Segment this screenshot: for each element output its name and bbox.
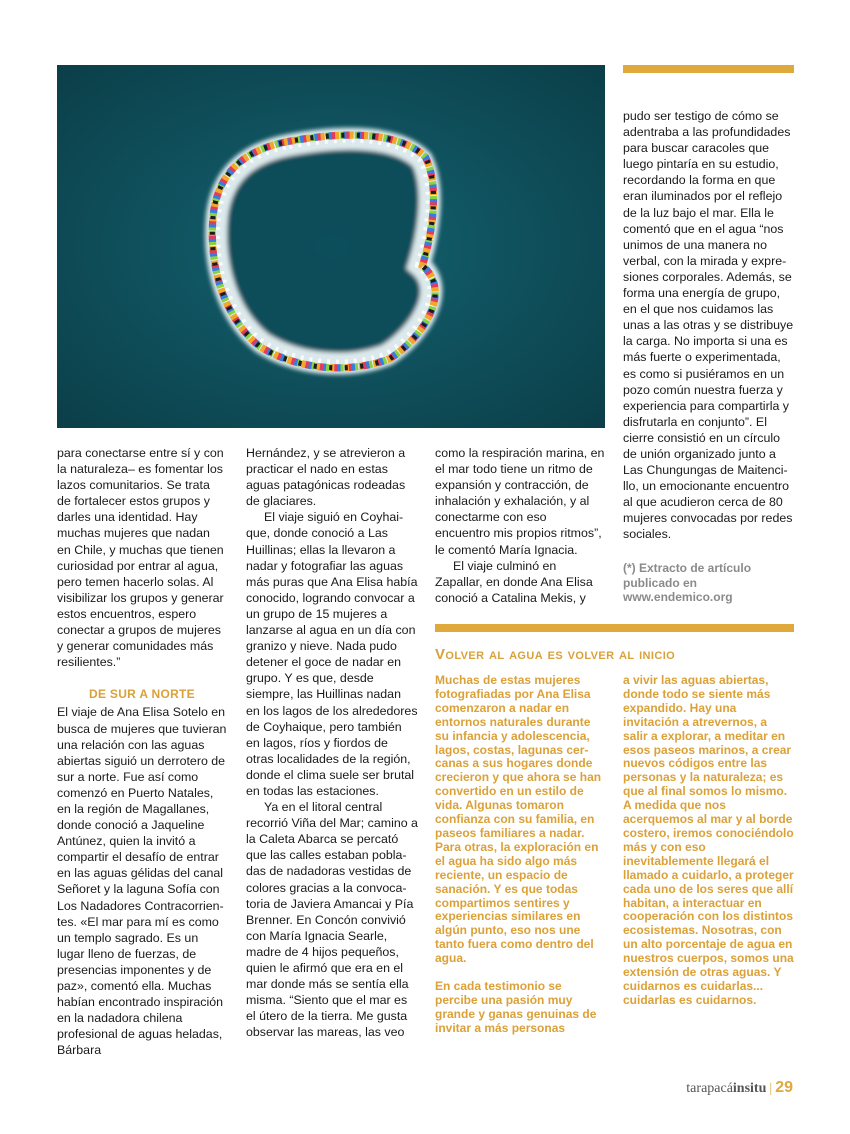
photo-illustration bbox=[57, 65, 605, 428]
subhead-de-sur-a-norte: DE SUR A NORTE bbox=[89, 687, 195, 702]
section-accent-bar bbox=[435, 624, 794, 632]
column-3 bbox=[435, 445, 605, 606]
section-title: Volver al agua es volver al inicio bbox=[435, 646, 676, 663]
col1-paragraph-1: para conectarse entre sí y con la naturaleza– es fomentar los lazos comunitarios. Se trata de fortalecer estos grupos y darles una identidad. Hay muchas mujeres que nadan en Chile, y muchas que tienen curiosidad por entrar al agua, pero temen hacerlo solas. Al visibilizar los grupos y generar estos encuentros, espero conectar a grupos de mujeres y generar comunidades más resilientes.” bbox=[57, 446, 224, 670]
page-footer bbox=[686, 1079, 793, 1097]
brand-name-part-1: tarapacá bbox=[686, 1081, 733, 1096]
col2-paragraph-1: Hernández, y se atrevieron a practicar el nado en estas aguas patagónicas rodeadas de glaciares. bbox=[246, 446, 406, 509]
column-4 bbox=[623, 108, 794, 543]
col3-paragraph-1: como la respiración marina, en el mar todo tiene un ritmo de expansión y contracción, de inhalación y exhalación, y al conectarme con eso encuentro mis propios ritmos”, le comentó María Ignacia. bbox=[435, 446, 605, 557]
source-note: (*) Extracto de artículo publicado en www.endemico.org bbox=[623, 561, 752, 604]
section-column-right bbox=[623, 674, 795, 1008]
section-left-paragraph-2: En cada testimonio se percibe una pasión muy grande y ganas genuinas de invitar a más personas bbox=[435, 979, 597, 1035]
col2-paragraph-2: El viaje siguió en Coyhaique, donde conoció a Las Huillinas; ellas la llevaron a nadar y fotografiar las aguas más puras que Ana Elisa había conocido, logrando convocar a un grupo de 15 mujeres a lanzarse al agua en un día con granizo y nieve. Nada pudo detener el goce de nadar en grupo. Y es que, desde siempre, las Huillinas nadan en los lagos de los alrededores de Coyhaique, pero también en lagos, ríos y fiordos de otras localidades de la región, donde el clima suele ser brutal en todas las estaciones. bbox=[246, 510, 418, 798]
col3-paragraph-2: El viaje culminó en Zapallar, en donde Ana Elisa conoció a Catalina Mekis, y bbox=[435, 558, 593, 605]
col1-paragraph-2: El viaje de Ana Elisa Sotelo en busca de mujeres que tuvieran una relación con las aguas abiertas siguió un derrotero de sur a norte. Fue así como comenzó en Puerto Natales, en la región de Magallanes, donde conoció a Jaqueline Antúnez, quien la invitó a compartir el desafío de entrar en las aguas gélidas del canal Señoret y la laguna Sofía con Los Nadadores Contracorrientes. «El mar para mí es como un templo sagrado. Es un lugar lleno de fuerzas, de presencias imponentes y de paz», comentó ella. Muchas habían encontrado inspiración en la nadadora chilena profesional de aguas heladas, Bárbara bbox=[57, 705, 227, 1058]
section-left-paragraph-1: Muchas de estas mujeres fotografiadas por Ana Elisa comenzaron a nadar en entornos naturales durante su infancia y adolescencia, lagos, costas, lagunas cercanas a sus hogares donde crecieron y que ahora se han convertido en un estilo de vida. Algunas tomaron confianza con su familia, en paseos familiares a nadar. Para otras, la exploración en el agua ha sido algo más reciente, un espacio de sanación. Y es que todas compartimos sentires y experiencias similares en algún punto, eso nos une tanto fuera como dentro del agua. bbox=[435, 673, 602, 966]
brand-name-part-2: insitu bbox=[732, 1081, 767, 1096]
col4-paragraph-1: pudo ser testigo de cómo se adentraba a las profundidades para buscar caracoles que luego pintaría en su estudio, recordando la forma en que eran iluminados por el reflejo de la luz bajo el mar. Ella le comentó que en el agua “nos unimos de una manera no verbal, con la mirada y expresiones corporales. Además, se forma una energía de grupo, en el que nos cuidamos las unas a las otras y se distribuye la carga. No importa si una es más fuerte o experimentada, es como si pusiéramos en un pozo común nuestra fuerza y experiencia para compartirla y disfrutarla en conjunto”. El cierre consistió en un círculo de unión organizado junto a Las Chungungas de Maitencillo, un emocionante encuentro al que acudieron cerca de 80 mujeres convocadas por redes sociales. bbox=[623, 109, 794, 542]
page-number: 29 bbox=[775, 1079, 793, 1096]
column-1 bbox=[57, 445, 227, 1058]
footer-separator: | bbox=[769, 1081, 773, 1096]
col2-paragraph-3: Ya en el litoral central recorrió Viña del Mar; camino a la Caleta Abarca se percató que las calles estaban pobladas de nadadoras vestidas de colores gracias a la convocatoria de Javiera Amancai y Pía Brenner. En Concón convivió con María Ignacia Searle, madre de 4 hijos pequeños, quien le afirmó que era en el mar donde más se sentía ella misma. “Siento que el mar es el útero de la tierra. Me gusta observar las mareas, las veo bbox=[246, 800, 418, 1040]
section-column-left bbox=[435, 674, 605, 1036]
column-2 bbox=[246, 445, 418, 1040]
section-right-paragraph-1: a vivir las aguas abiertas, donde todo se siente más expandido. Hay una invitación a atrevernos, a salir a explorar, a meditar en esos paseos marinos, a crear nuevos códigos entre las personas y la naturaleza; es que al final somos lo mismo. A medida que nos acerquemos al mar y al borde costero, iremos conociéndolo más y con eso inevitablemente llegará el llamado a cuidarlo, a proteger cada uno de los seres que allí habitan, a interactuar en cooperación con los distintos ecosistemas. Nosotras, con un alto porcentaje de agua en nuestros cuerpos, somos una extensión de otras aguas. Y cuidarnos es cuidarlas... cuidarlas es cuidarnos. bbox=[623, 673, 794, 1007]
aerial-swimmers-photo bbox=[57, 65, 605, 428]
top-right-accent-bar bbox=[623, 65, 794, 73]
